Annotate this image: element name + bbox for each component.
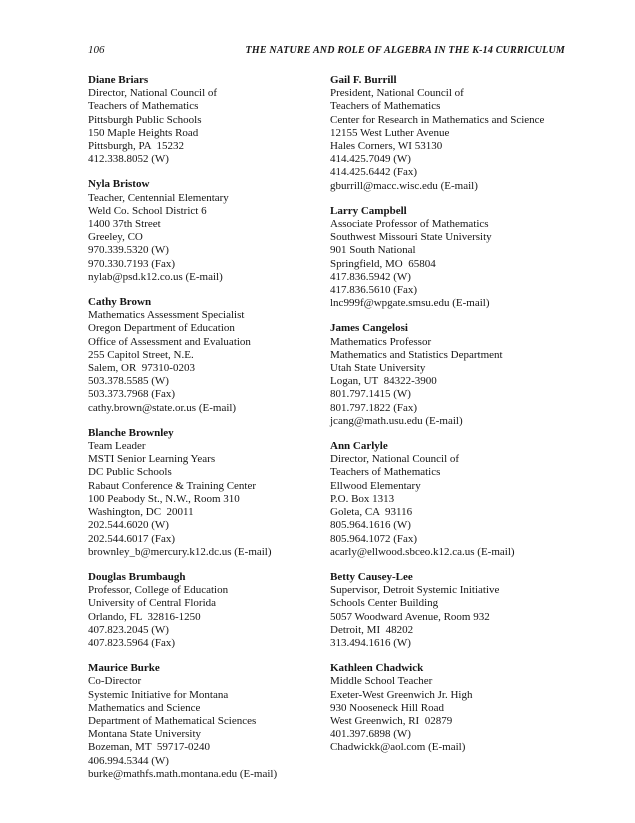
entry-line: Weld Co. School District 6	[88, 204, 207, 217]
entry-line: 930 Nooseneck Hill Road	[330, 701, 444, 714]
entry-line: Greeley, CO	[88, 231, 143, 244]
directory-entry	[330, 571, 565, 650]
person-name: James Cangelosi	[330, 322, 408, 335]
running-title: THE NATURE AND ROLE OF ALGEBRA IN THE K-14 CURRICULUM	[245, 45, 565, 56]
entry-line: President, National Council of	[330, 87, 464, 100]
directory-entry	[330, 74, 565, 193]
entry-line: Logan, UT 84322-3900	[330, 375, 437, 388]
entry-line: Goleta, CA 93116	[330, 506, 413, 519]
directory-entry	[330, 205, 565, 311]
entry-line: University of Central Florida	[88, 597, 217, 610]
entry-line: 255 Capitol Street, N.E.	[88, 348, 194, 361]
entry-line: Exeter-West Greenwich Jr. High	[330, 688, 473, 701]
entry-line: 1400 37th Street	[88, 218, 161, 231]
entry-line: 805.964.1072 (Fax)	[330, 532, 418, 545]
entry-line: Washington, DC 20011	[88, 506, 194, 519]
entry-line: 970.330.7193 (Fax)	[88, 257, 176, 270]
entry-line: Teachers of Mathematics	[88, 100, 199, 113]
entry-line: Mathematics and Statistics Department	[330, 348, 503, 361]
entry-line: 414.425.7049 (W)	[330, 153, 411, 166]
person-name: Gail F. Burrill	[330, 74, 397, 86]
entry-line: Center for Research in Mathematics and Science	[330, 113, 545, 126]
entry-line: Bozeman, MT 59717-0240	[88, 741, 211, 754]
entry-line: 414.425.6442 (Fax)	[330, 166, 418, 179]
entry-line: West Greenwich, RI 02879	[330, 714, 453, 727]
entry-line: brownley_b@mercury.k12.dc.us (E-mail)	[88, 545, 272, 558]
directory-entry	[88, 571, 330, 650]
entry-line: Director, National Council of	[330, 453, 460, 466]
entry-line: Orlando, FL 32816-1250	[88, 610, 201, 623]
entry-line: Co-Director	[88, 675, 142, 688]
entry-line: 313.494.1616 (W)	[330, 636, 411, 649]
person-name: Nyla Bristow	[88, 178, 150, 191]
entry-line: gburrill@macc.wisc.edu (E-mail)	[330, 179, 478, 192]
entry-line: Montana State University	[88, 728, 202, 741]
entry-line: Systemic Initiative for Montana	[88, 688, 229, 701]
entry-line: 407.823.5964 (Fax)	[88, 636, 176, 649]
entry-line: Associate Professor of Mathematics	[330, 218, 489, 231]
entry-line: 801.797.1822 (Fax)	[330, 401, 418, 414]
person-name: Kathleen Chadwick	[330, 662, 424, 675]
entry-line: Salem, OR 97310-0203	[88, 362, 195, 375]
entry-line: 150 Maple Heights Road	[88, 126, 199, 139]
entry-line: Schools Center Building	[330, 597, 439, 610]
person-name: Cathy Brown	[88, 296, 152, 309]
entry-line: Detroit, MI 48202	[330, 623, 414, 636]
entry-line: Middle School Teacher	[330, 675, 433, 688]
entry-line: cathy.brown@state.or.us (E-mail)	[88, 401, 237, 414]
entry-line: 100 Peabody St., N.W., Room 310	[88, 492, 240, 505]
entry-line: nylab@psd.k12.co.us (E-mail)	[88, 270, 223, 283]
entry-line: Mathematics Assessment Specialist	[88, 309, 245, 322]
entry-line: 12155 West Luther Avenue	[330, 126, 450, 139]
entry-line: Director, National Council of	[88, 87, 218, 100]
entry-line: 503.373.7968 (Fax)	[88, 388, 176, 401]
entry-line: 801.797.1415 (W)	[330, 388, 411, 401]
entry-line: Mathematics Professor	[330, 335, 432, 348]
entry-line: Rabaut Conference & Training Center	[88, 479, 257, 492]
entry-line: 417.836.5942 (W)	[330, 270, 411, 283]
directory-entry	[88, 296, 330, 415]
entry-line: Mathematics and Science	[88, 701, 201, 714]
page-number: 106	[88, 44, 105, 56]
entry-line: P.O. Box 1313	[330, 492, 395, 505]
entry-line: Chadwickk@aol.com (E-mail)	[330, 741, 466, 754]
entry-line: acarly@ellwood.sbceo.k12.ca.us (E-mail)	[330, 545, 515, 558]
entry-line: Pittsburgh Public Schools	[88, 113, 202, 126]
entry-line: 901 South National	[330, 244, 416, 257]
entry-line: 406.994.5344 (W)	[88, 754, 169, 767]
entry-line: Ellwood Elementary	[330, 479, 421, 492]
entry-line: 503.378.5585 (W)	[88, 375, 169, 388]
entry-line: Office of Assessment and Evaluation	[88, 335, 251, 348]
entry-line: DC Public Schools	[88, 466, 172, 479]
directory-column-right	[330, 74, 565, 793]
directory-entry	[88, 74, 330, 166]
directory-columns	[88, 74, 565, 793]
entry-line: 417.836.5610 (Fax)	[330, 284, 418, 297]
entry-line: Teachers of Mathematics	[330, 466, 441, 479]
directory-entry	[330, 440, 565, 559]
person-name: Larry Campbell	[330, 204, 407, 217]
entry-line: Team Leader	[88, 440, 146, 453]
person-name: Betty Causey-Lee	[330, 570, 413, 583]
directory-entry	[88, 427, 330, 559]
entry-line: 5057 Woodward Avenue, Room 932	[330, 610, 490, 623]
entry-line: burke@mathfs.math.montana.edu (E-mail)	[88, 767, 278, 780]
entry-line: 805.964.1616 (W)	[330, 519, 411, 532]
entry-line: 202.544.6020 (W)	[88, 519, 169, 532]
entry-line: 407.823.2045 (W)	[88, 623, 169, 636]
entry-line: jcang@math.usu.edu (E-mail)	[330, 414, 463, 427]
entry-line: Professor, College of Education	[88, 584, 229, 597]
person-name: Maurice Burke	[88, 662, 160, 675]
entry-line: Supervisor, Detroit Systemic Initiative	[330, 584, 500, 597]
entry-line: Springfield, MO 65804	[330, 257, 436, 270]
entry-line: MSTI Senior Learning Years	[88, 453, 216, 466]
entry-line: Department of Mathematical Sciences	[88, 714, 257, 727]
person-name: Diane Briars	[88, 74, 149, 86]
directory-entry	[330, 322, 565, 428]
person-name: Blanche Brownley	[88, 426, 174, 439]
entry-line: Oregon Department of Education	[88, 322, 235, 335]
entry-line: Teachers of Mathematics	[330, 100, 441, 113]
person-name: Ann Carlyle	[330, 440, 388, 453]
entry-line: 412.338.8052 (W)	[88, 153, 169, 166]
entry-line: 202.544.6017 (Fax)	[88, 532, 176, 545]
entry-line: Teacher, Centennial Elementary	[88, 191, 229, 204]
entry-line: Southwest Missouri State University	[330, 231, 492, 244]
directory-entry	[330, 662, 565, 754]
person-name: Douglas Brumbaugh	[88, 570, 186, 583]
entry-line: Hales Corners, WI 53130	[330, 140, 443, 153]
directory-entry	[88, 662, 330, 781]
entry-line: Pittsburgh, PA 15232	[88, 140, 184, 153]
entry-line: Utah State University	[330, 362, 426, 375]
entry-line: 970.339.5320 (W)	[88, 244, 169, 257]
directory-entry	[88, 178, 330, 284]
directory-column-left	[88, 74, 330, 793]
page-header	[88, 44, 565, 56]
entry-line: 401.397.6898 (W)	[330, 728, 411, 741]
entry-line: lnc999f@wpgate.smsu.edu (E-mail)	[330, 297, 490, 310]
